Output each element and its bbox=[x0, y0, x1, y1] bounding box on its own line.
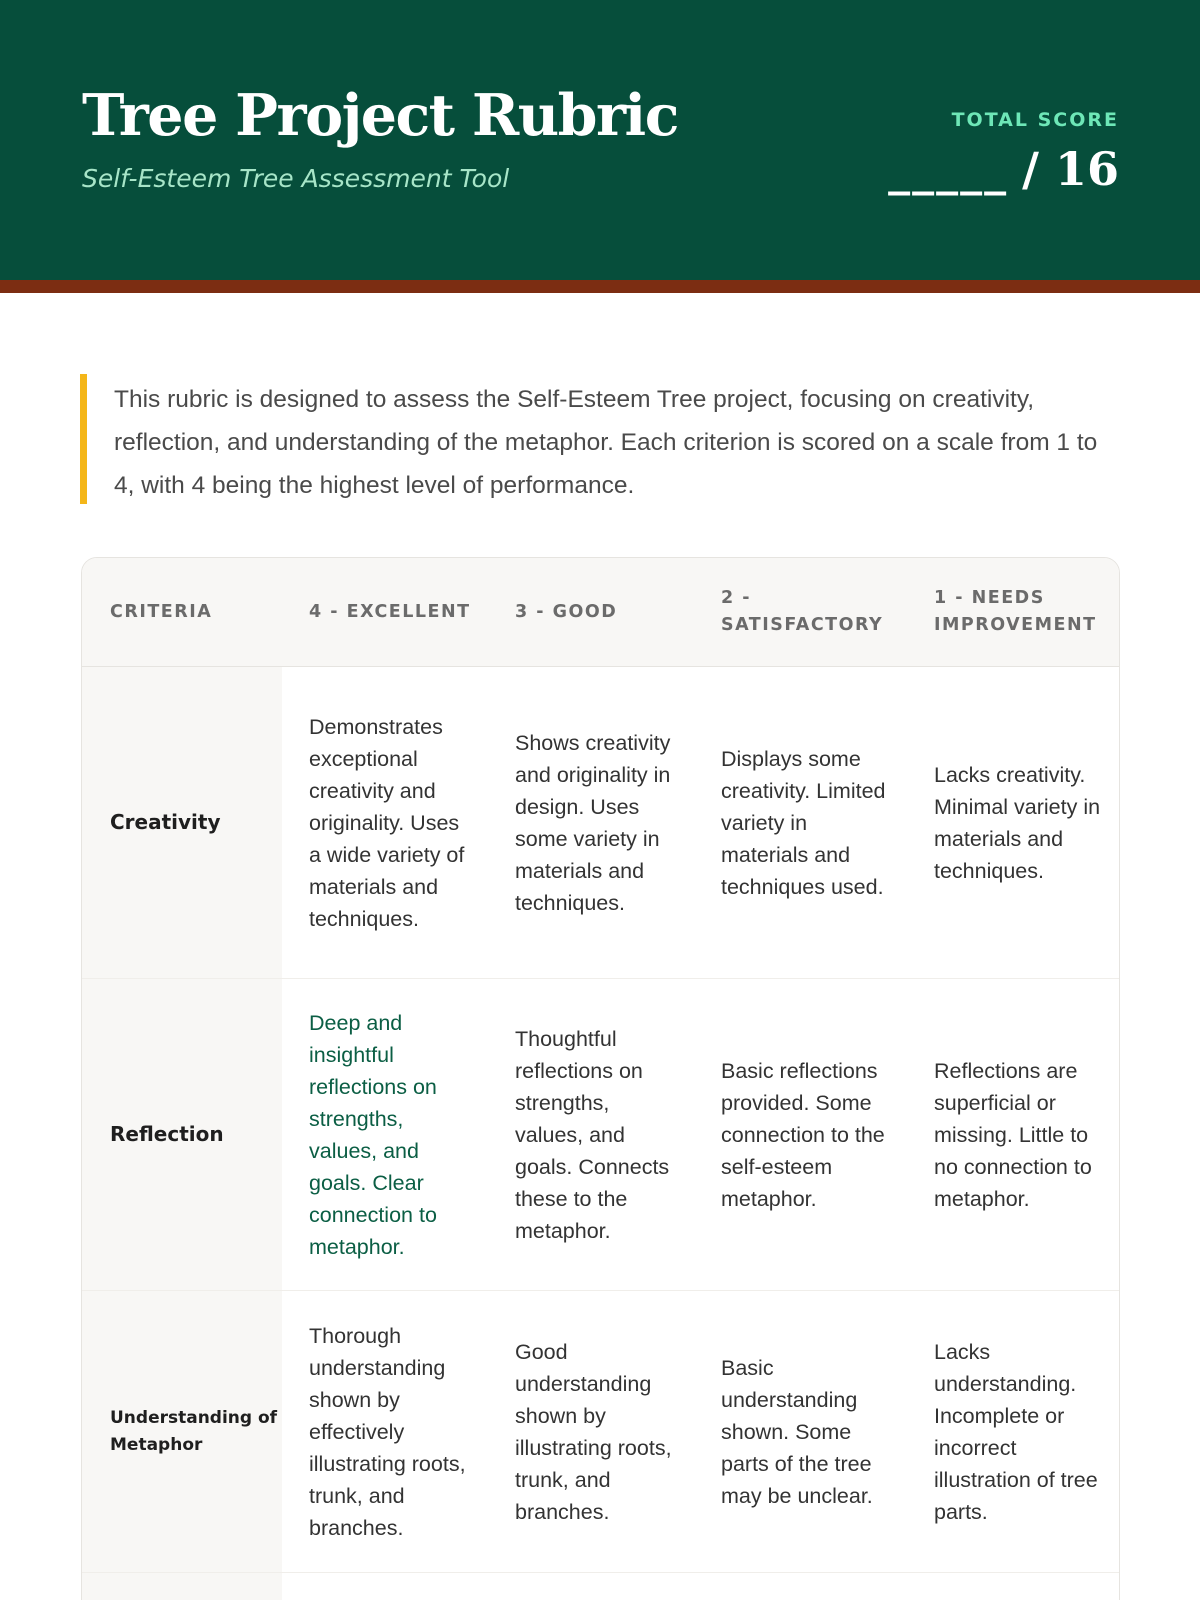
header-good: 3 - GOOD bbox=[515, 601, 618, 622]
header-divider-stripe bbox=[0, 280, 1200, 293]
page-title: Tree Project Rubric bbox=[82, 82, 678, 149]
score-3-cell: Thoughtful reflections on strengths, values, and goals. Connects these to the metaphor. bbox=[515, 1026, 670, 1243]
score-3-cell: Shows creativity and originality in design. Uses some variety in materials and techniques. bbox=[515, 730, 671, 915]
score-2-cell: Basic understanding shown. Some parts of the tree may be unclear. bbox=[721, 1355, 873, 1508]
total-score-label: TOTAL SCORE bbox=[951, 109, 1119, 131]
score-4-cell: Demonstrates exceptional creativity and originality. Uses a wide variety of materials and techniques. bbox=[309, 714, 465, 931]
score-blank: _____ bbox=[888, 145, 1009, 196]
header-excellent: 4 - EXCELLENT bbox=[309, 601, 471, 622]
page-subtitle: Self-Esteem Tree Assessment Tool bbox=[82, 164, 510, 193]
score-2-cell: Displays some creativity. Limited variety in materials and techniques used. bbox=[721, 746, 886, 899]
criterion-cell: Creativity bbox=[82, 667, 282, 978]
table-header-row bbox=[82, 558, 1119, 667]
page-header bbox=[0, 0, 1200, 280]
table-row bbox=[82, 1573, 1119, 1600]
score-1-cell: Lacks creativity. Minimal variety in materials and techniques. bbox=[934, 762, 1101, 883]
table-row bbox=[82, 1291, 1119, 1573]
score-2-cell bbox=[694, 1573, 907, 1600]
score-1-cell bbox=[907, 1573, 1119, 1600]
score-3-cell: Good understanding shown by illustrating roots, trunk, and branches. bbox=[515, 1339, 672, 1524]
criterion-cell: Understanding of Metaphor bbox=[82, 1291, 282, 1572]
table-row bbox=[82, 979, 1119, 1291]
score-4-cell bbox=[282, 1573, 488, 1600]
score-max: / 16 bbox=[1022, 142, 1119, 196]
header-needs-improvement: 1 - NEEDS IMPROVEMENT bbox=[934, 588, 1097, 635]
intro-text: This rubric is designed to assess the Self-Esteem Tree project, focusing on creativity, reflection, and understanding of the metaphor. Each criterion is scored on a scale from 1 to 4, with 4 being the highest level of performance. bbox=[80, 374, 1120, 504]
score-3-cell bbox=[488, 1573, 694, 1600]
header-satisfactory: 2 - SATISFACTORY bbox=[721, 588, 884, 635]
score-4-cell: Thorough understanding shown by effectively illustrating roots, trunk, and branches. bbox=[309, 1323, 466, 1540]
header-criteria: CRITERIA bbox=[110, 601, 213, 622]
total-score bbox=[888, 142, 1119, 196]
table-row bbox=[82, 667, 1119, 979]
score-1-cell: Reflections are superficial or missing. Little to no connection to metaphor. bbox=[934, 1058, 1092, 1211]
score-2-cell: Basic reflections provided. Some connection to the self-esteem metaphor. bbox=[721, 1058, 885, 1211]
score-4-cell: Deep and insightful reflections on strengths, values, and goals. Clear connection to metaphor. bbox=[309, 1010, 437, 1259]
rubric-table bbox=[81, 557, 1120, 1600]
criterion-cell: Reflection bbox=[82, 979, 282, 1290]
criterion-cell bbox=[82, 1573, 282, 1600]
score-1-cell: Lacks understanding. Incomplete or incorrect illustration of tree parts. bbox=[934, 1339, 1098, 1524]
